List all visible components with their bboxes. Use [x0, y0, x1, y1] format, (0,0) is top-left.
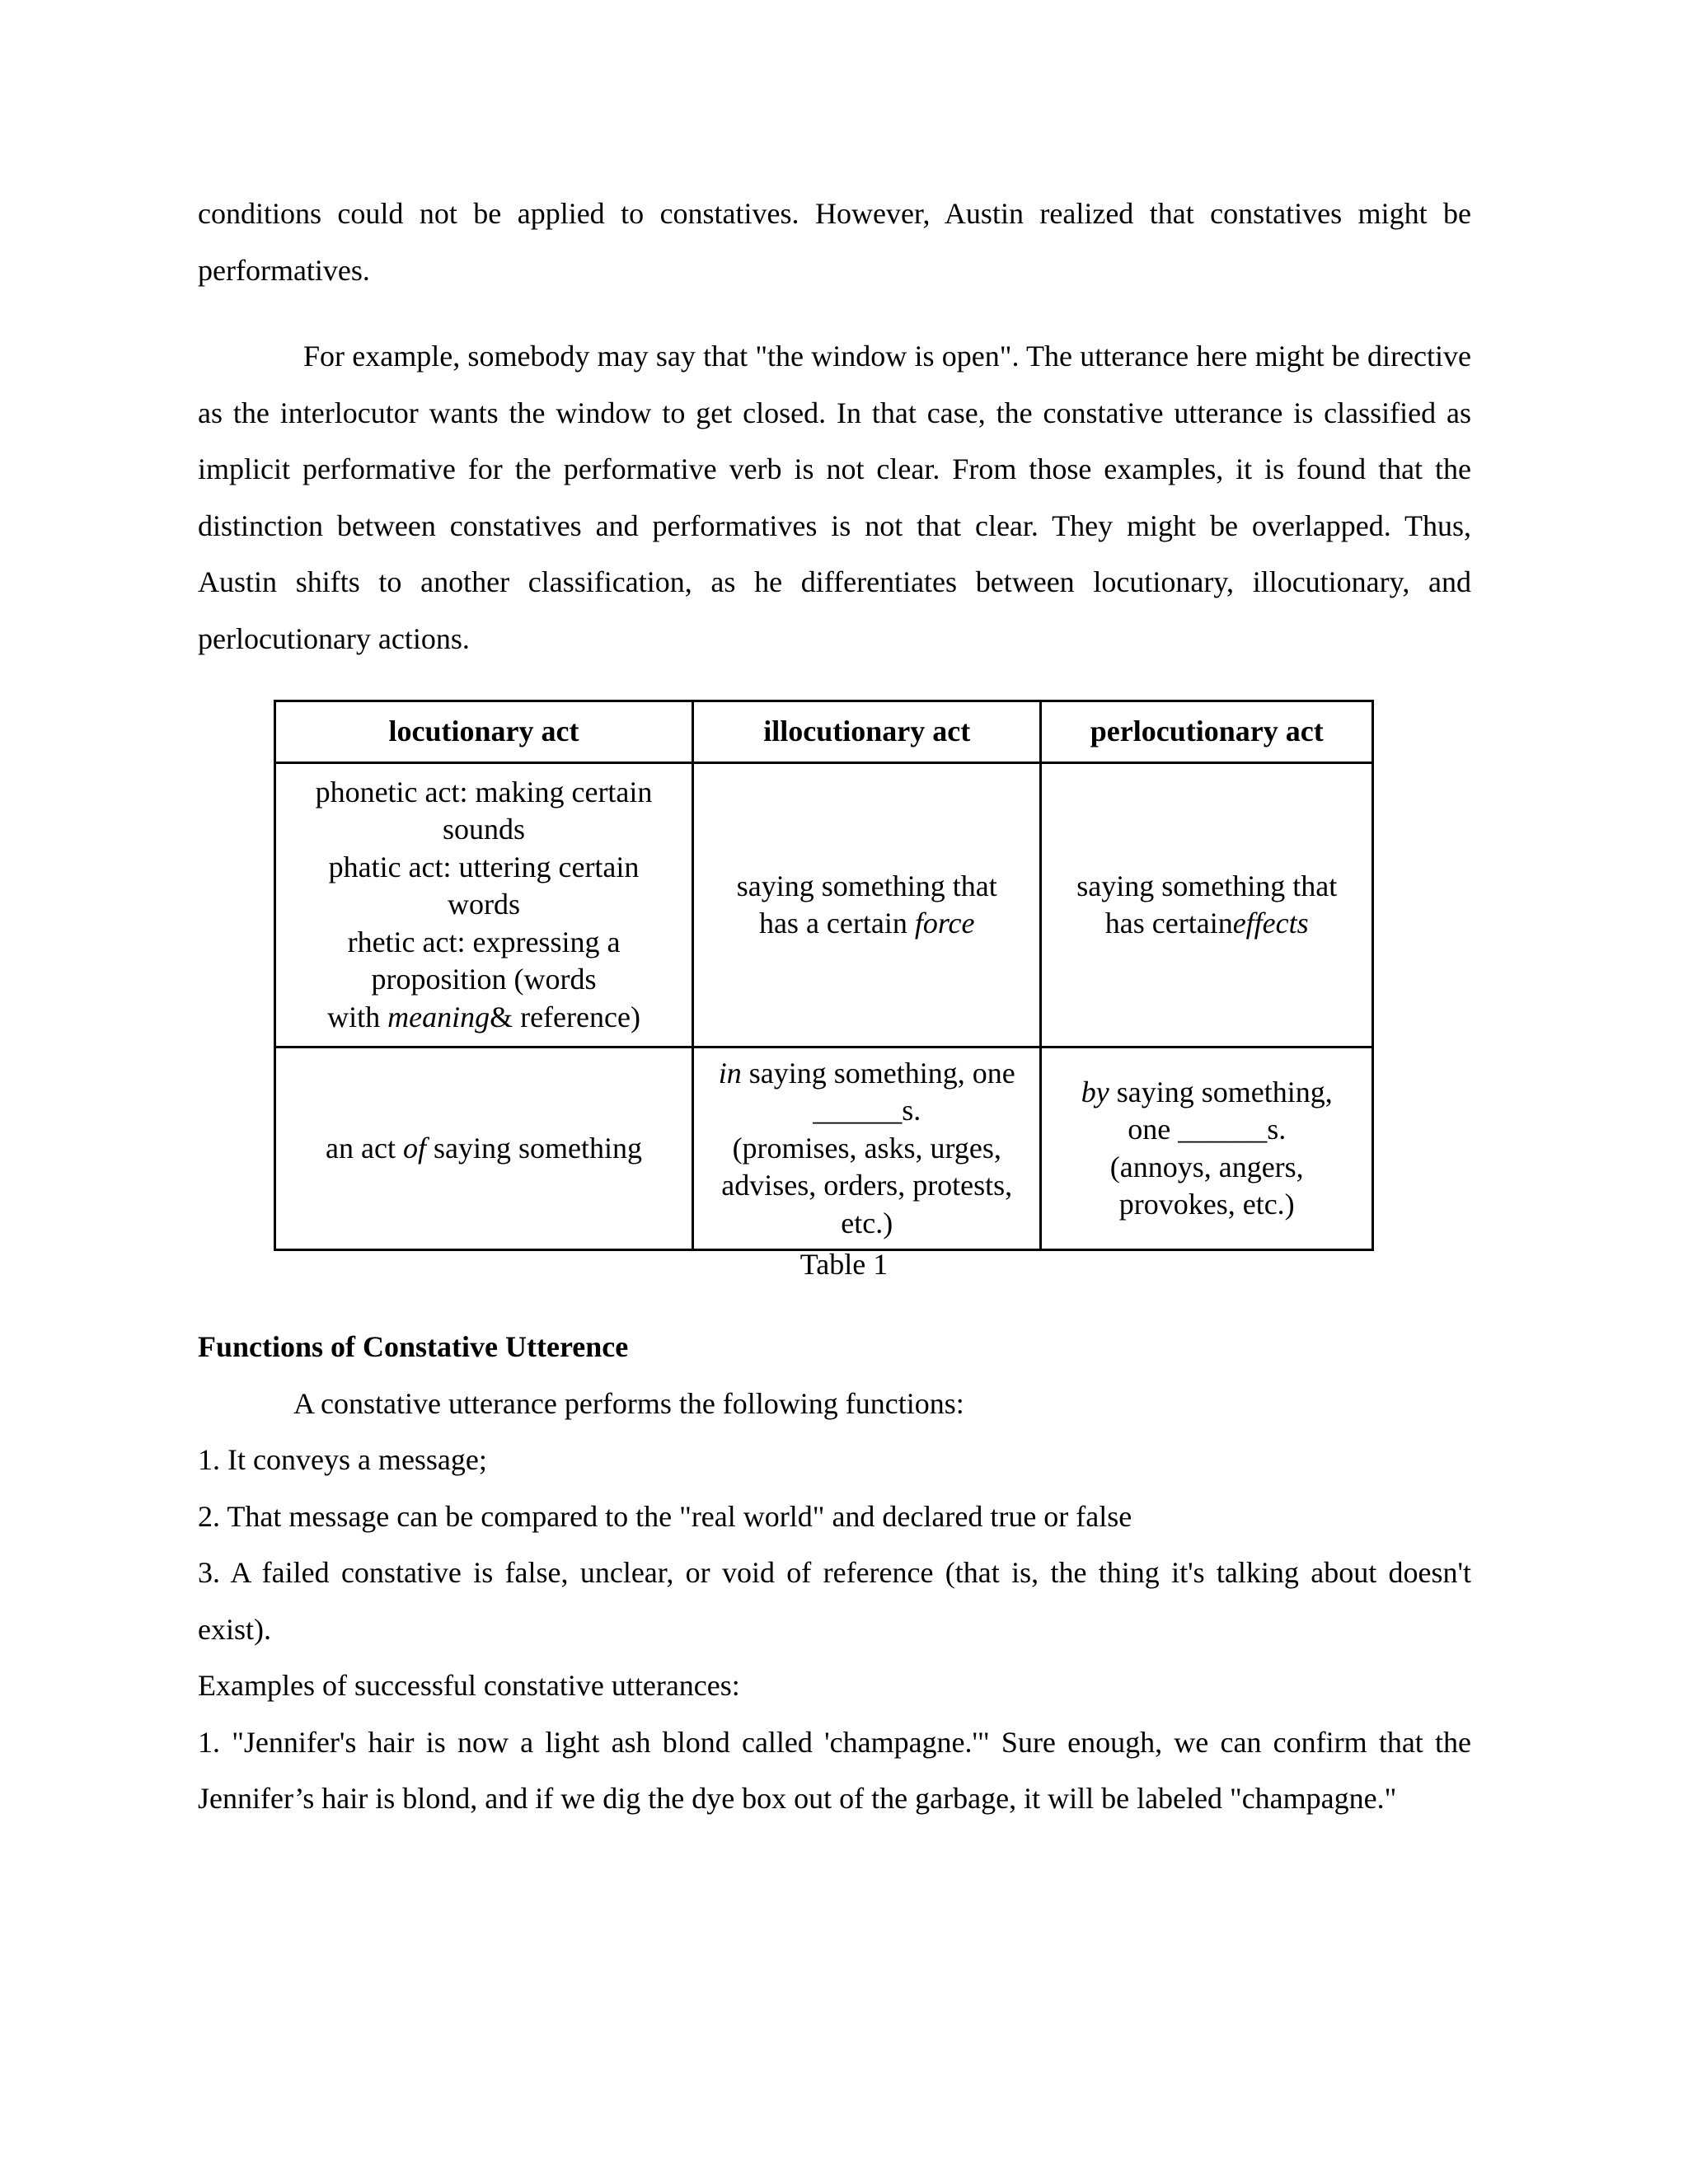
- cell-emphasis: force: [914, 907, 975, 940]
- cell-line: one ______s.: [1128, 1113, 1287, 1146]
- cell-line: rhetic act: expressing a: [347, 925, 621, 958]
- cell-text: an act: [326, 1131, 403, 1165]
- cell-line: [709, 905, 1025, 943]
- section-heading: Functions of Constative Utterence: [198, 1330, 629, 1363]
- cell-locutionary-example: [275, 1047, 693, 1250]
- cell-text: & reference): [490, 1000, 640, 1033]
- cell-locutionary-definition: [275, 763, 693, 1047]
- cell-emphasis: in: [718, 1056, 742, 1090]
- cell-emphasis: meaning: [387, 1000, 490, 1033]
- cell-emphasis: of: [402, 1131, 426, 1165]
- cell-line: etc.): [841, 1206, 893, 1240]
- cell-line: [291, 1130, 677, 1168]
- cell-text: saying something,: [1109, 1075, 1333, 1108]
- cell-perlocutionary-example: [1041, 1047, 1373, 1250]
- cell-text: with: [327, 1000, 388, 1033]
- table-header-row: [275, 701, 1373, 763]
- cell-line: [291, 999, 677, 1037]
- cell-line: (annoys, angers,: [1109, 1150, 1304, 1183]
- cell-line: saying something that: [736, 869, 997, 902]
- header-perlocutionary: perlocutionary act: [1041, 701, 1373, 763]
- cell-text: saying something: [425, 1131, 642, 1165]
- speech-acts-table: [274, 700, 1374, 1251]
- cell-line: ______s.: [813, 1094, 921, 1127]
- cell-line: [1057, 905, 1357, 943]
- examples-label: Examples of successful constative utterances:: [198, 1669, 740, 1702]
- list-item: 2. That message can be compared to the "real world" and declared true or false: [198, 1499, 1132, 1533]
- table-row: [275, 763, 1373, 1047]
- cell-line: (promises, asks, urges,: [732, 1131, 1001, 1165]
- cell-illocutionary-definition: [693, 763, 1041, 1047]
- cell-line: saying something that: [1076, 869, 1338, 902]
- list-item: 1. It conveys a message;: [198, 1443, 487, 1476]
- table-caption: Table 1: [799, 1248, 889, 1281]
- cell-emphasis: effects: [1232, 907, 1309, 940]
- cell-text: has certain: [1104, 907, 1233, 940]
- cell-line: words: [448, 888, 520, 921]
- header-illocutionary: illocutionary act: [693, 701, 1041, 763]
- cell-emphasis: by: [1081, 1075, 1109, 1108]
- cell-line: sounds: [442, 813, 526, 846]
- cell-line: [1057, 1074, 1357, 1112]
- cell-line: proposition (words: [371, 963, 597, 996]
- list-item: 1. "Jennifer's hair is now a light ash blond called 'champagne.'" Sure enough, we can confirm that the Jennifer’s hair is blond, and if we dig the dye box out of the garbage, it will be labeled "champagne.": [198, 1725, 1471, 1815]
- cell-illocutionary-example: [693, 1047, 1041, 1250]
- cell-line: [709, 1055, 1025, 1093]
- cell-line: provokes, etc.): [1118, 1188, 1295, 1221]
- section-intro: A constative utterance performs the following functions:: [293, 1386, 964, 1420]
- cell-line: phatic act: uttering certain: [328, 850, 640, 883]
- paragraph-intro: conditions could not be applied to constatives. However, Austin realized that constatives might be performatives.: [198, 197, 1471, 287]
- cell-text: saying something, one: [741, 1056, 1015, 1090]
- list-item: 3. A failed constative is false, unclear, or void of reference (that is, the thing it's talking about doesn't exist).: [198, 1556, 1471, 1646]
- cell-line: phonetic act: making certain: [315, 775, 653, 808]
- cell-text: has a certain: [758, 907, 915, 940]
- header-locutionary: locutionary act: [275, 701, 693, 763]
- cell-line: advises, orders, protests,: [721, 1169, 1013, 1202]
- paragraph-example: For example, somebody may say that "the window is open". The utterance here might be directive as the interlocutor wants the window to get closed. In that case, the constative utterance is classified as implicit performative for the performative verb is not clear. From those examples, it is found that the distinction between constatives and performatives is not that clear. They might be overlapped. Thus, Austin shifts to another classification, as he differentiates between locutionary, illocutionary, and perlocutionary actions.: [198, 340, 1471, 655]
- table-row: [275, 1047, 1373, 1250]
- functions-section: [198, 1319, 1471, 1827]
- cell-perlocutionary-definition: [1041, 763, 1373, 1047]
